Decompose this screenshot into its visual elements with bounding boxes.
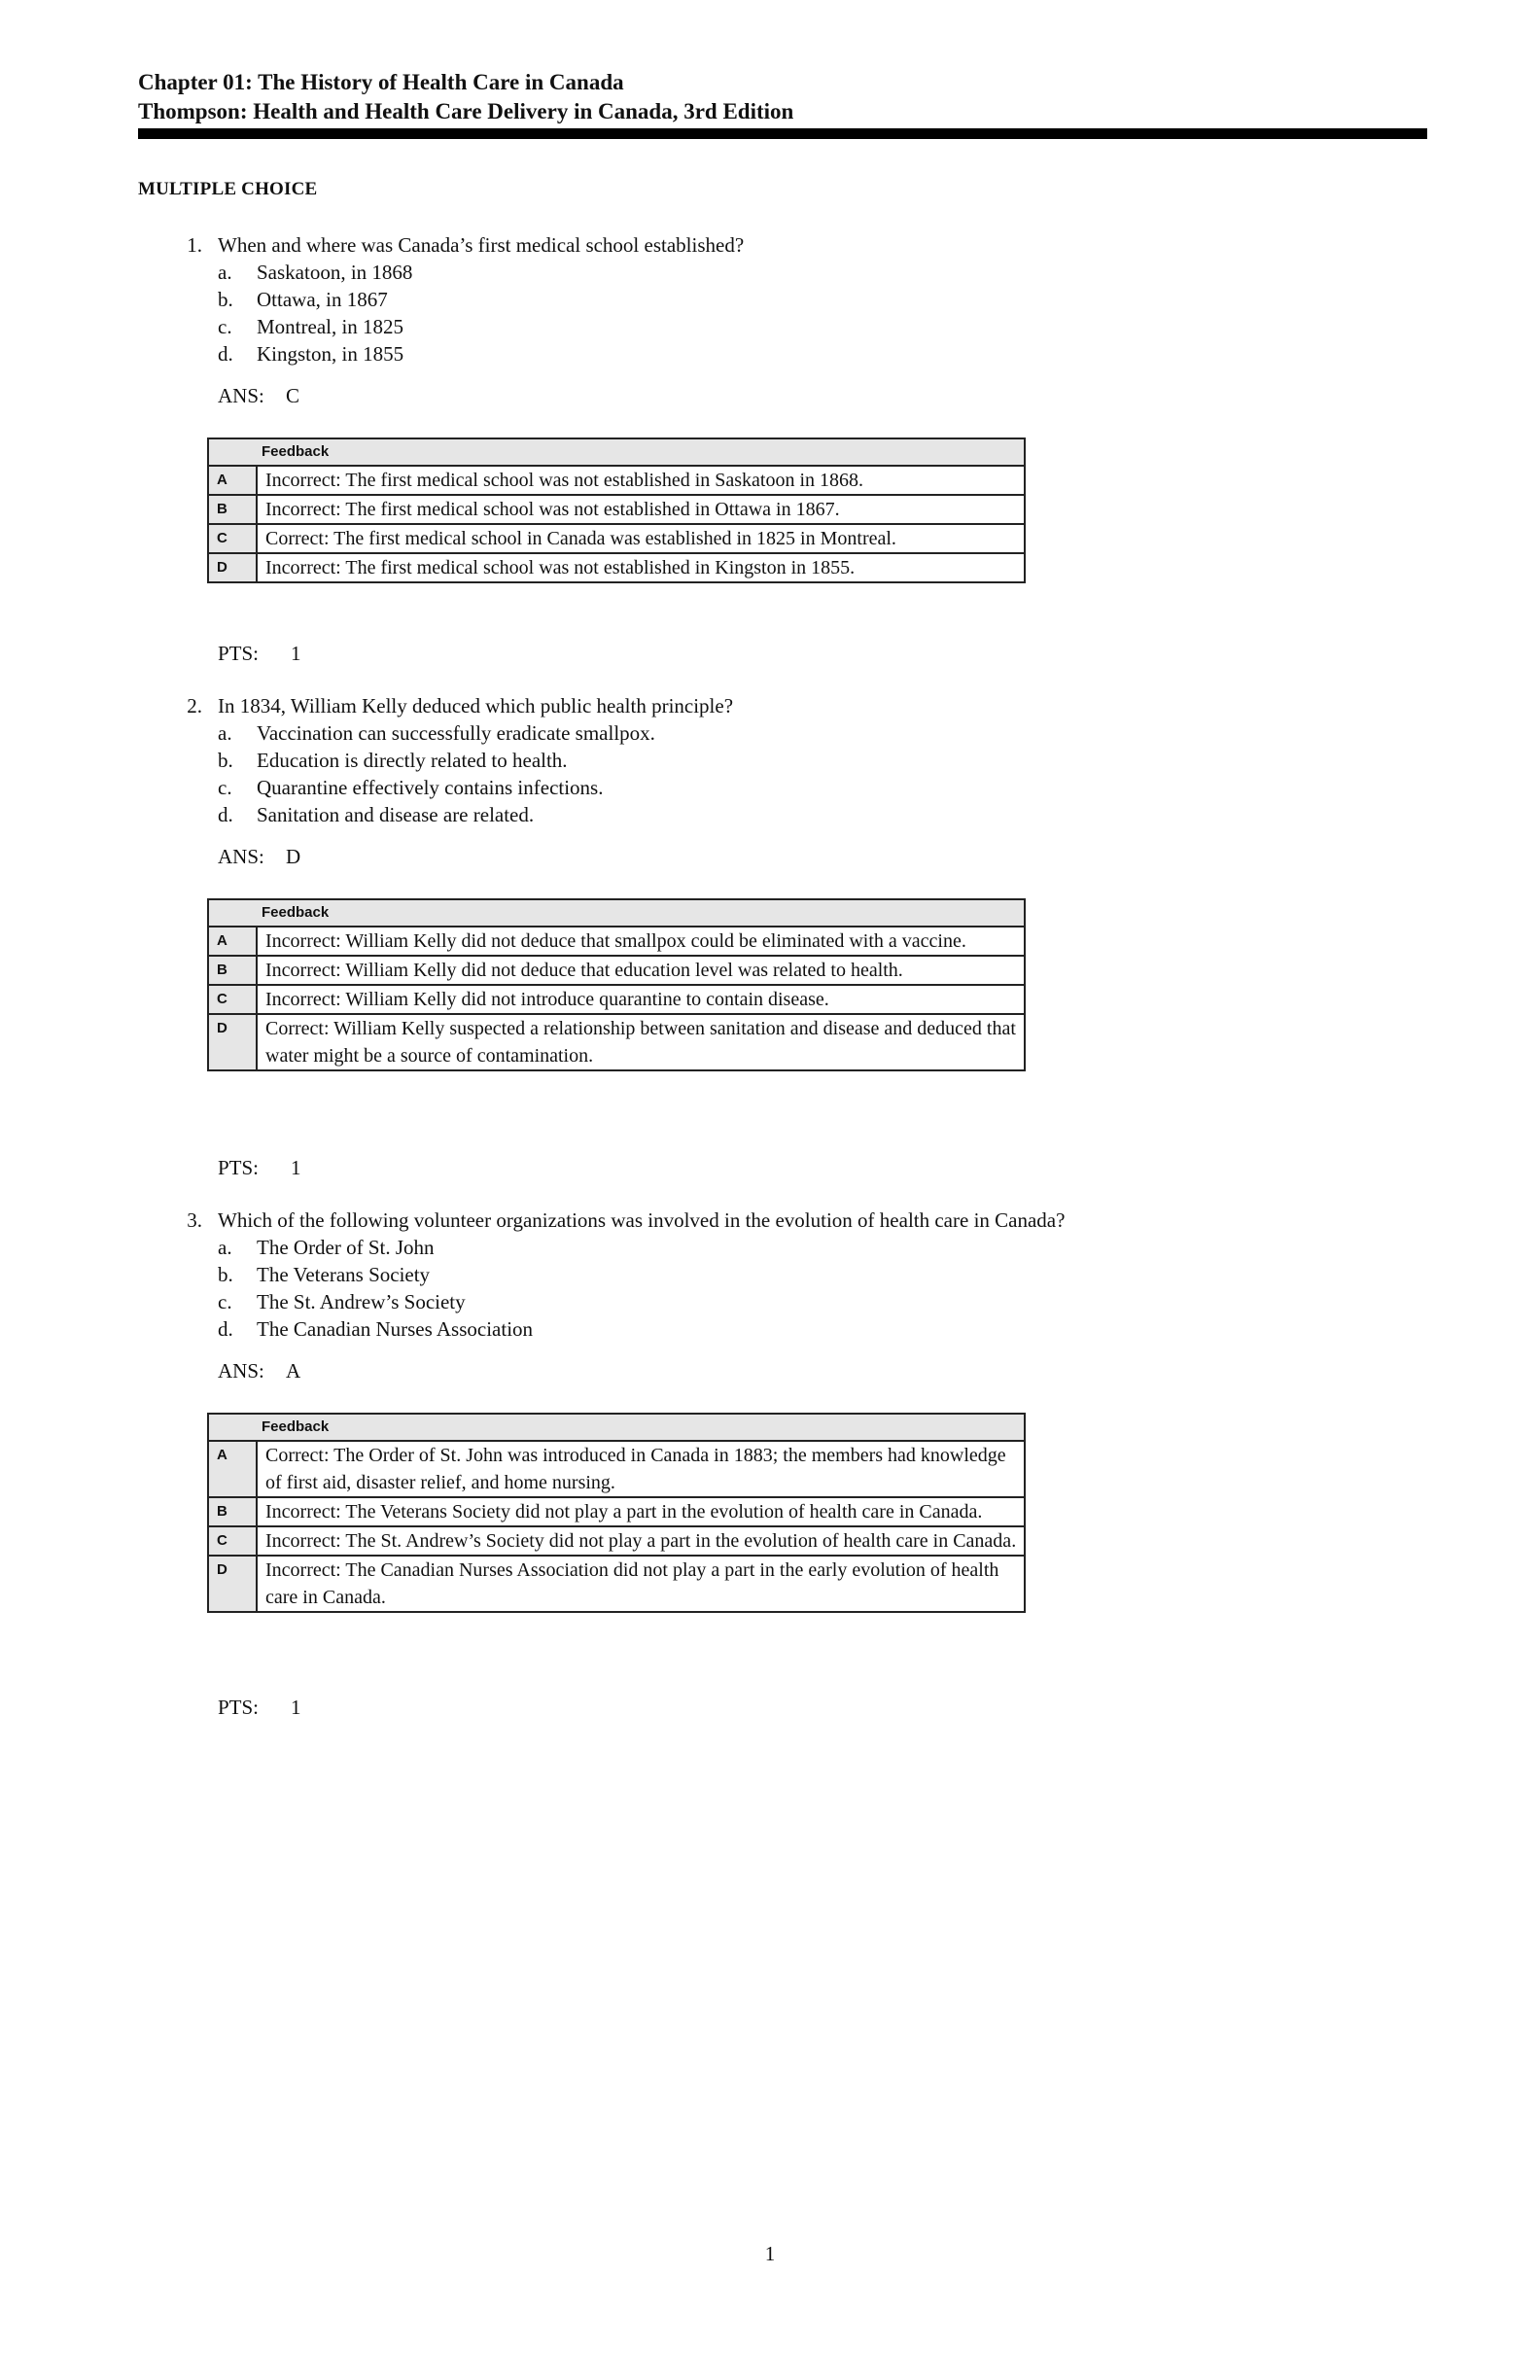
option-letter: c. [218, 1290, 232, 1313]
feedback-row [208, 1526, 1025, 1556]
question-text: Which of the following volunteer organizations was involved in the evolution of health care in Canada? [218, 1208, 1066, 1232]
option-letter: b. [218, 288, 233, 311]
answer-line [175, 382, 1439, 409]
option-text: Education is directly related to health. [257, 749, 568, 772]
option-text: Saskatoon, in 1868 [257, 261, 413, 284]
feedback-text: Incorrect: The Canadian Nurses Association did not play a part in the early evolution of health care in Canada. [257, 1556, 1025, 1612]
option-a [175, 1234, 1439, 1261]
feedback-heading: Feedback [208, 438, 1025, 466]
option-b [175, 286, 1439, 313]
option-letter: a. [218, 261, 232, 284]
points-label: PTS: [218, 642, 260, 665]
option-text: The St. Andrew’s Society [257, 1290, 466, 1313]
option-b [175, 1261, 1439, 1288]
answer-label: ANS: [218, 845, 264, 868]
option-d [175, 340, 1439, 368]
option-b [175, 747, 1439, 774]
answer-value: C [286, 384, 300, 407]
answer-line [175, 1357, 1439, 1384]
option-letter: d. [218, 803, 233, 826]
feedback-letter: C [208, 985, 257, 1014]
feedback-letter: C [208, 1526, 257, 1556]
feedback-table-2 [207, 898, 1026, 1071]
section-title: MULTIPLE CHOICE [138, 179, 318, 199]
points-label: PTS: [218, 1696, 260, 1719]
question-number: 3. [187, 1208, 202, 1232]
feedback-text: Correct: William Kelly suspected a relationship between sanitation and disease and deduced that water might be a source of contamination. [257, 1014, 1025, 1070]
feedback-text: Incorrect: The Veterans Society did not play a part in the evolution of health care in Canada. [257, 1497, 1025, 1526]
option-letter: c. [218, 776, 232, 799]
question-text: When and where was Canada’s first medical school established? [218, 233, 745, 257]
option-c [175, 1288, 1439, 1315]
feedback-letter: B [208, 1497, 257, 1526]
answer-label: ANS: [218, 1359, 264, 1382]
option-letter: d. [218, 342, 233, 366]
option-letter: b. [218, 1263, 233, 1286]
feedback-text: Incorrect: The St. Andrew’s Society did not play a part in the evolution of health care in Canada. [257, 1526, 1025, 1556]
feedback-heading: Feedback [208, 899, 1025, 927]
option-letter: d. [218, 1317, 233, 1341]
page-number: 1 [764, 2242, 776, 2265]
feedback-row [208, 956, 1025, 985]
option-c [175, 774, 1439, 801]
question-number: 2. [187, 694, 202, 718]
option-text: Quarantine effectively contains infections. [257, 776, 604, 799]
option-d [175, 1315, 1439, 1343]
points-value: 1 [291, 1156, 301, 1179]
points-value: 1 [291, 1696, 301, 1719]
feedback-letter: C [208, 524, 257, 553]
feedback-row [208, 495, 1025, 524]
option-text: Ottawa, in 1867 [257, 288, 388, 311]
feedback-row [208, 1556, 1025, 1612]
book-title: Thompson: Health and Health Care Delivery in Canada, 3rd Edition [138, 99, 794, 123]
option-text: Sanitation and disease are related. [257, 803, 535, 826]
option-text: Kingston, in 1855 [257, 342, 404, 366]
feedback-row [208, 1441, 1025, 1497]
option-a [175, 259, 1439, 286]
feedback-text: Incorrect: The first medical school was not established in Saskatoon in 1868. [257, 466, 1025, 495]
question-number: 1. [187, 233, 202, 257]
feedback-table-1 [207, 438, 1026, 583]
option-text: Vaccination can successfully eradicate smallpox. [257, 721, 655, 745]
points-line [218, 1694, 301, 1721]
feedback-letter: B [208, 956, 257, 985]
feedback-letter: D [208, 553, 257, 582]
header-rule [138, 128, 1427, 139]
document-header [138, 68, 1427, 126]
points-label: PTS: [218, 1156, 260, 1179]
feedback-letter: A [208, 927, 257, 956]
option-letter: a. [218, 721, 232, 745]
feedback-letter: D [208, 1014, 257, 1070]
option-letter: a. [218, 1236, 232, 1259]
feedback-text: Incorrect: The first medical school was not established in Kingston in 1855. [257, 553, 1025, 582]
feedback-letter: D [208, 1556, 257, 1612]
feedback-text: Correct: The Order of St. John was introduced in Canada in 1883; the members had knowledge of first aid, disaster relief, and home nursing. [257, 1441, 1025, 1497]
feedback-row [208, 985, 1025, 1014]
question-1 [175, 231, 1439, 409]
answer-label: ANS: [218, 384, 264, 407]
feedback-heading: Feedback [208, 1414, 1025, 1441]
chapter-title: Chapter 01: The History of Health Care in Canada [138, 70, 624, 94]
feedback-table-3 [207, 1413, 1026, 1613]
feedback-letter: A [208, 466, 257, 495]
feedback-text: Incorrect: William Kelly did not introduce quarantine to contain disease. [257, 985, 1025, 1014]
option-text: The Veterans Society [257, 1263, 431, 1286]
answer-value: D [286, 845, 301, 868]
option-d [175, 801, 1439, 828]
option-letter: b. [218, 749, 233, 772]
feedback-row [208, 927, 1025, 956]
question-text: In 1834, William Kelly deduced which public health principle? [218, 694, 734, 718]
option-a [175, 719, 1439, 747]
option-letter: c. [218, 315, 232, 338]
option-text: The Canadian Nurses Association [257, 1317, 534, 1341]
option-text: Montreal, in 1825 [257, 315, 404, 338]
feedback-text: Incorrect: The first medical school was not established in Ottawa in 1867. [257, 495, 1025, 524]
points-line [218, 640, 301, 667]
feedback-text: Incorrect: William Kelly did not deduce that education level was related to health. [257, 956, 1025, 985]
points-line [218, 1154, 301, 1181]
feedback-text: Correct: The first medical school in Canada was established in 1825 in Montreal. [257, 524, 1025, 553]
feedback-row [208, 466, 1025, 495]
feedback-text: Incorrect: William Kelly did not deduce that smallpox could be eliminated with a vaccine. [257, 927, 1025, 956]
answer-value: A [286, 1359, 301, 1382]
option-text: The Order of St. John [257, 1236, 435, 1259]
points-value: 1 [291, 642, 301, 665]
question-3 [175, 1207, 1439, 1384]
feedback-row [208, 524, 1025, 553]
feedback-row [208, 553, 1025, 582]
feedback-letter: A [208, 1441, 257, 1497]
feedback-row [208, 1497, 1025, 1526]
question-2 [175, 692, 1439, 870]
feedback-letter: B [208, 495, 257, 524]
feedback-row [208, 1014, 1025, 1070]
option-c [175, 313, 1439, 340]
answer-line [175, 843, 1439, 870]
